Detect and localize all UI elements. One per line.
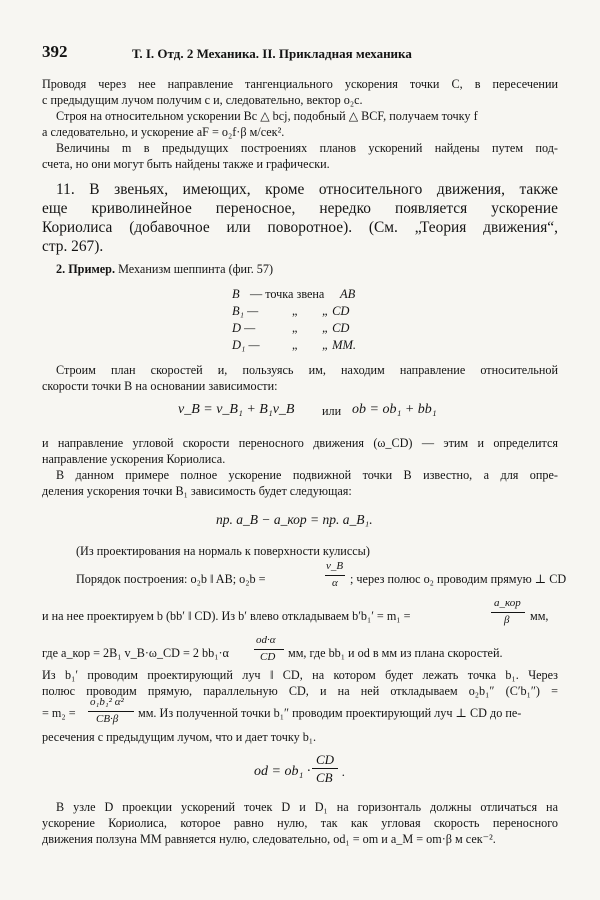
section-11-line: Кориолиса (добавочное или поворотное). (См. „Теория движения“, bbox=[42, 219, 558, 236]
fraction-numerator: CD bbox=[316, 752, 335, 767]
fraction-bar bbox=[254, 649, 284, 650]
table-link: „ MM. bbox=[322, 338, 357, 352]
table-desc: „ bbox=[292, 304, 298, 318]
section-11-line: 11. В звеньях, имеющих, кроме относительного движения, также bbox=[56, 181, 558, 198]
equation-projection: пр. a_B − a_кор = пр. a_B₁. bbox=[216, 512, 373, 527]
fraction-numerator: a_кор bbox=[494, 597, 521, 609]
construction-line-2-end: мм, bbox=[530, 609, 549, 623]
fraction-denominator: CB bbox=[316, 770, 333, 785]
construction-line-2: и на нее проектируем b (bb′ ‖ CD). Из b′ влево откладываем b′b₁′ = m₁ = bbox=[42, 609, 411, 623]
example-title: Механизм шеппинта (фиг. 57) bbox=[118, 262, 274, 276]
text-line: ускорение Кориолиса, которое равно нулю, так как угловая скорость переносного bbox=[42, 816, 558, 830]
example-heading bbox=[56, 262, 273, 277]
text-line: с предыдущим лучом получим c и, следовательно, вектор o₂c. bbox=[42, 93, 363, 107]
text-line: а следовательно, и ускорение aF = o₂f·β м/сек². bbox=[42, 125, 285, 139]
table-link: AB bbox=[340, 287, 356, 301]
running-title: Т. I. Отд. 2 Механика. II. Прикладная механика bbox=[132, 46, 412, 61]
construction-line-5: полюс проводим прямую, параллельную CD, и на ней откладываем o₂b₁″ (C′b₁″) = bbox=[42, 684, 558, 698]
text-line: Проводя через нее направление тангенциального ускорения точки C, в пересечении bbox=[42, 77, 558, 91]
fraction-denominator: CB·β bbox=[96, 713, 119, 725]
text-line: В данном примере полное ускорение подвижной точки B известно, а для опре- bbox=[56, 468, 558, 482]
fraction-denominator: α bbox=[332, 577, 338, 589]
fraction-bar bbox=[491, 612, 525, 613]
text-line: Строя на относительном ускорении Bc △ bcj, подобный △ BCF, получаем точку f bbox=[56, 109, 478, 123]
construction-line-7: ресечения с предыдущим лучом, что и дает точку b₁. bbox=[42, 730, 317, 744]
construction-line-6: = m₂ = bbox=[42, 706, 76, 720]
text-line: деления ускорения точки B₁ зависимость будет следующая: bbox=[42, 484, 352, 498]
table-desc: „ bbox=[292, 338, 298, 352]
fraction-bar bbox=[88, 711, 134, 712]
example-label: 2. Пример. bbox=[56, 262, 116, 276]
text-line: Строим план скоростей и, пользуясь им, находим направление относительной bbox=[56, 363, 558, 377]
construction-line-4: Из b₁′ проводим проектирующий луч ‖ CD, на котором будет лежать точка b₁. Через bbox=[42, 668, 558, 682]
table-link: „ CD bbox=[322, 321, 350, 335]
text-line: направление ускорения Кориолиса. bbox=[42, 452, 226, 466]
equation-od: od = ob₁ · bbox=[254, 764, 311, 779]
construction-line-3-end: мм, где bb₁ и od в мм из плана скоростей. bbox=[288, 646, 503, 660]
text-line: В узле D проекции ускорений точек D и D₁ на горизонталь должны отличаться на bbox=[56, 800, 558, 814]
table-desc: — точка звена bbox=[250, 287, 325, 301]
construction-line-3: где a_кор = 2B₁ v_B·ω_CD = 2 bb₁·α bbox=[42, 646, 229, 660]
table-point: D — bbox=[232, 321, 256, 335]
equation-end: . bbox=[342, 764, 346, 779]
fraction-numerator: od·α bbox=[256, 634, 276, 646]
fraction-numerator: v_B bbox=[326, 560, 344, 572]
construction-line-1: Порядок построения: o₂b ‖ AB; o₂b = bbox=[76, 572, 266, 586]
fraction-denominator: CD bbox=[260, 651, 276, 663]
equation-velocity-lhs: v_B = v_B₁ + B₁v_B bbox=[178, 402, 295, 417]
equation-or: или bbox=[322, 404, 342, 418]
fraction-bar bbox=[325, 575, 345, 576]
table-point: B₁ — bbox=[232, 304, 259, 318]
fraction-denominator: β bbox=[504, 614, 510, 626]
text-line: движения ползуна MM равняется нулю, следовательно, od₁ = om и a_M = om·β м сек⁻². bbox=[42, 832, 496, 846]
text-line: счета, но они могут быть найдены также и графически. bbox=[42, 157, 330, 171]
table-link: „ CD bbox=[322, 304, 350, 318]
projection-note: (Из проектирования на нормаль к поверхности кулиссы) bbox=[76, 544, 370, 558]
construction-line-6-end: мм. Из полученной точки b₁″ проводим проектирующий луч ⊥ CD до пе- bbox=[138, 706, 522, 720]
text-line: и направление угловой скорости переносного движения (ω_CD) — этим и определится bbox=[42, 436, 558, 450]
fraction-numerator: o₁b₁² α² bbox=[90, 696, 124, 708]
section-11-line: стр. 267). bbox=[42, 238, 104, 255]
equation-velocity-rhs: ob = ob₁ + bb₁ bbox=[352, 402, 437, 417]
section-11-line: еще криволинейное переносное, нередко появляется ускорение bbox=[42, 200, 558, 217]
table-desc: „ bbox=[292, 321, 298, 335]
fraction-bar bbox=[312, 768, 338, 769]
table-point: B bbox=[232, 287, 240, 301]
table-point: D₁ — bbox=[232, 338, 260, 352]
construction-line-1-end: ; через полюс o₂ проводим прямую ⊥ CD bbox=[350, 572, 567, 586]
page-number: 392 bbox=[42, 42, 68, 61]
text-line: Величины m в предыдущих построениях планов ускорений найдены путем под- bbox=[56, 141, 558, 155]
text-line: скорости точки B на основании зависимости: bbox=[42, 379, 278, 393]
